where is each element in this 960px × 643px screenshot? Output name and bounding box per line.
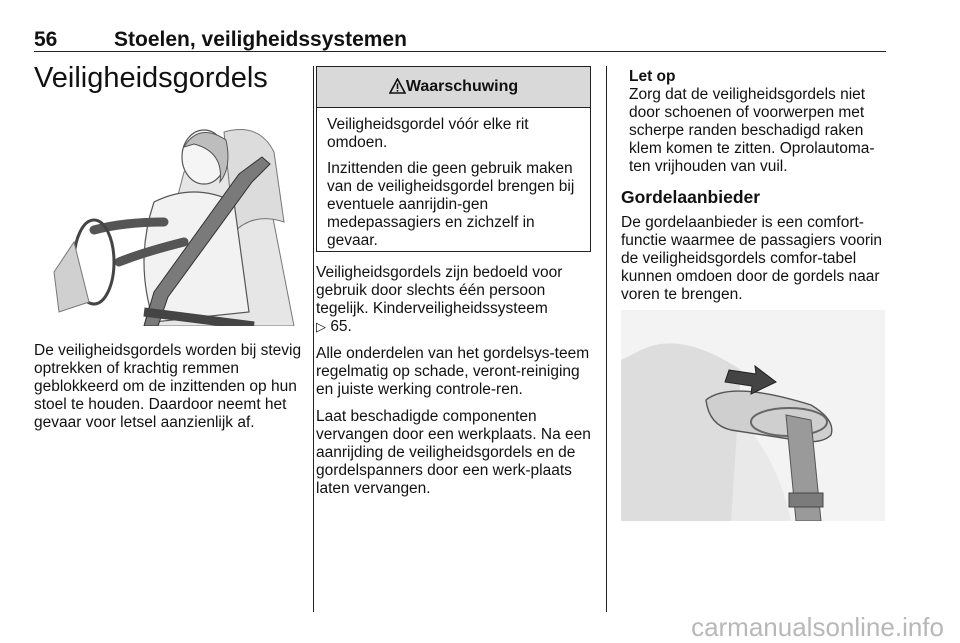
note-text: Zorg dat de veiligheidsgordels niet door schoenen of voorwerpen met scherpe randen beschadigd raken klem komen te zitten. Oprolautoma-ten vrijhouden van vuil. [629,86,875,175]
warning-box [316,66,591,252]
header-rule [34,51,886,52]
single-person-text: Veiligheidsgordels zijn bedoeld voor gebruik door slechts één persoon tegelijk. Kinderveiligheidssysteem [316,264,563,317]
middle-column-text [316,264,596,507]
column-divider-right [606,66,607,612]
warning-header [317,67,590,108]
belt-presenter-paragraph: De gordelaanbieder is een comfort-functie waarmee de passagiers voorin de veiligheidsgordels comfor-tabel kunnen omdoen door de gordels naar voren te brengen. [621,214,883,303]
warning-paragraph-2: Inzittenden die geen gebruik maken van de veiligheidsgordel brengen bij eventuele aanrijdin-gen medepassagiers en zichzelf in gevaar. [327,160,575,249]
seatbelt-driver-illustration [34,112,298,326]
left-column-text [34,342,302,441]
belt-presenter-heading: Gordelaanbieder [621,187,761,207]
page-title: Veiligheidsgordels [34,62,268,94]
note-block [621,68,889,176]
page-header [34,28,886,50]
page-reference-icon[interactable]: ▷ [316,319,326,334]
page-reference-number[interactable]: 65. [330,318,352,335]
seatbelt-intro-paragraph: De veiligheidsgordels worden bij stevig optrekken of krachtig remmen geblokkeerd om de inzittenden op hun stoel te houden. Daardoor neemt het gevaar voor letsel aanzienlijk af. [34,342,302,431]
belt-presenter-illustration [621,310,885,521]
watermark: carmanualsonline.info [691,612,944,642]
warning-body [317,108,590,250]
section-title: Stoelen, veiligheidssystemen [114,28,407,51]
warning-paragraph-1: Veiligheidsgordel vóór elke rit omdoen. [327,116,529,151]
column-divider-left [313,66,314,612]
note-label: Let op [629,68,676,85]
single-person-paragraph [316,264,596,336]
replacement-paragraph: Laat beschadigde componenten vervangen door een werkplaats. Na een aanrijding de veiligheidsgordels en de gordelspanners door een werk-plaats laten vervangen. [316,408,591,497]
right-column-text [621,68,889,313]
page-number: 56 [34,28,58,51]
warning-title: Waarschuwing [405,78,519,95]
warning-triangle-icon [389,78,406,97]
inspection-paragraph: Alle onderdelen van het gordelsys-teem regelmatig op schade, veront-reiniging en juiste werking controle-ren. [316,345,590,398]
